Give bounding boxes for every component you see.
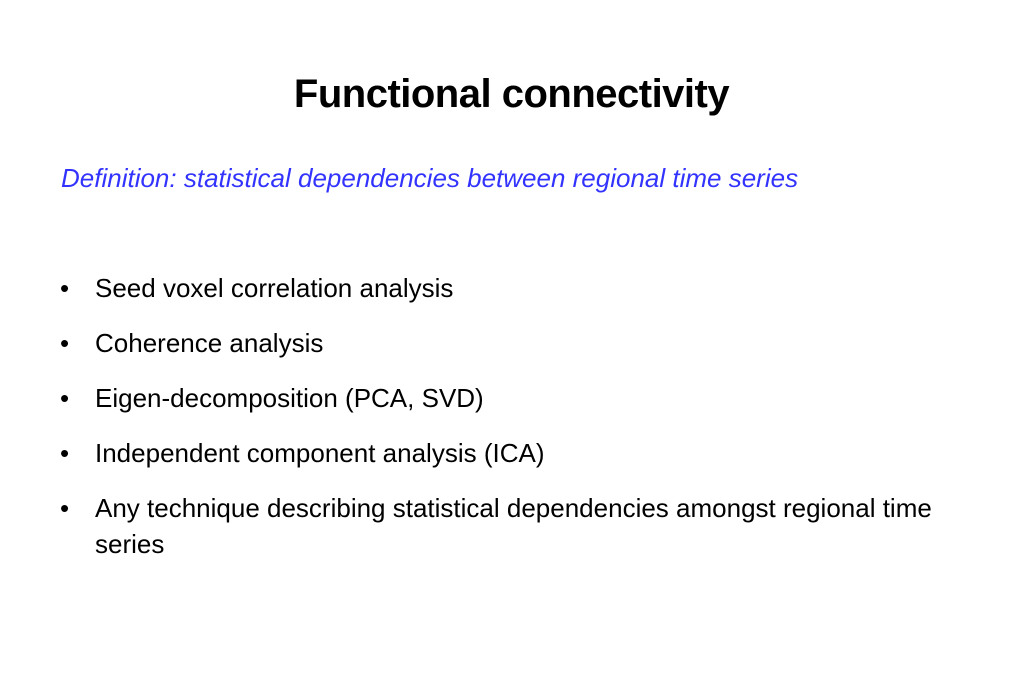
- bullet-icon: •: [60, 438, 70, 468]
- bullet-item-any-technique: [58, 490, 958, 562]
- bullet-item-eigen: [58, 380, 958, 416]
- bullet-item-ica: [58, 435, 958, 471]
- bullet-icon: •: [60, 273, 70, 303]
- bullet-item-seed-voxel: [58, 270, 958, 306]
- bullet-text: Eigen-decomposition (PCA, SVD): [95, 383, 484, 413]
- bullet-icon: •: [60, 328, 70, 358]
- bullet-icon: •: [60, 383, 70, 413]
- bullet-text: Seed voxel correlation analysis: [95, 273, 454, 303]
- bullet-text: Any technique describing statistical dependencies amongst regional time series: [95, 493, 932, 559]
- definition-text: Definition: statistical dependencies between regional time series: [61, 163, 799, 193]
- bullet-item-coherence: [58, 325, 958, 361]
- bullet-text: Independent component analysis (ICA): [95, 438, 545, 468]
- bullet-list: [58, 270, 958, 581]
- slide-title: Functional connectivity: [293, 72, 730, 116]
- bullet-text: Coherence analysis: [95, 328, 324, 358]
- bullet-icon: •: [60, 493, 70, 523]
